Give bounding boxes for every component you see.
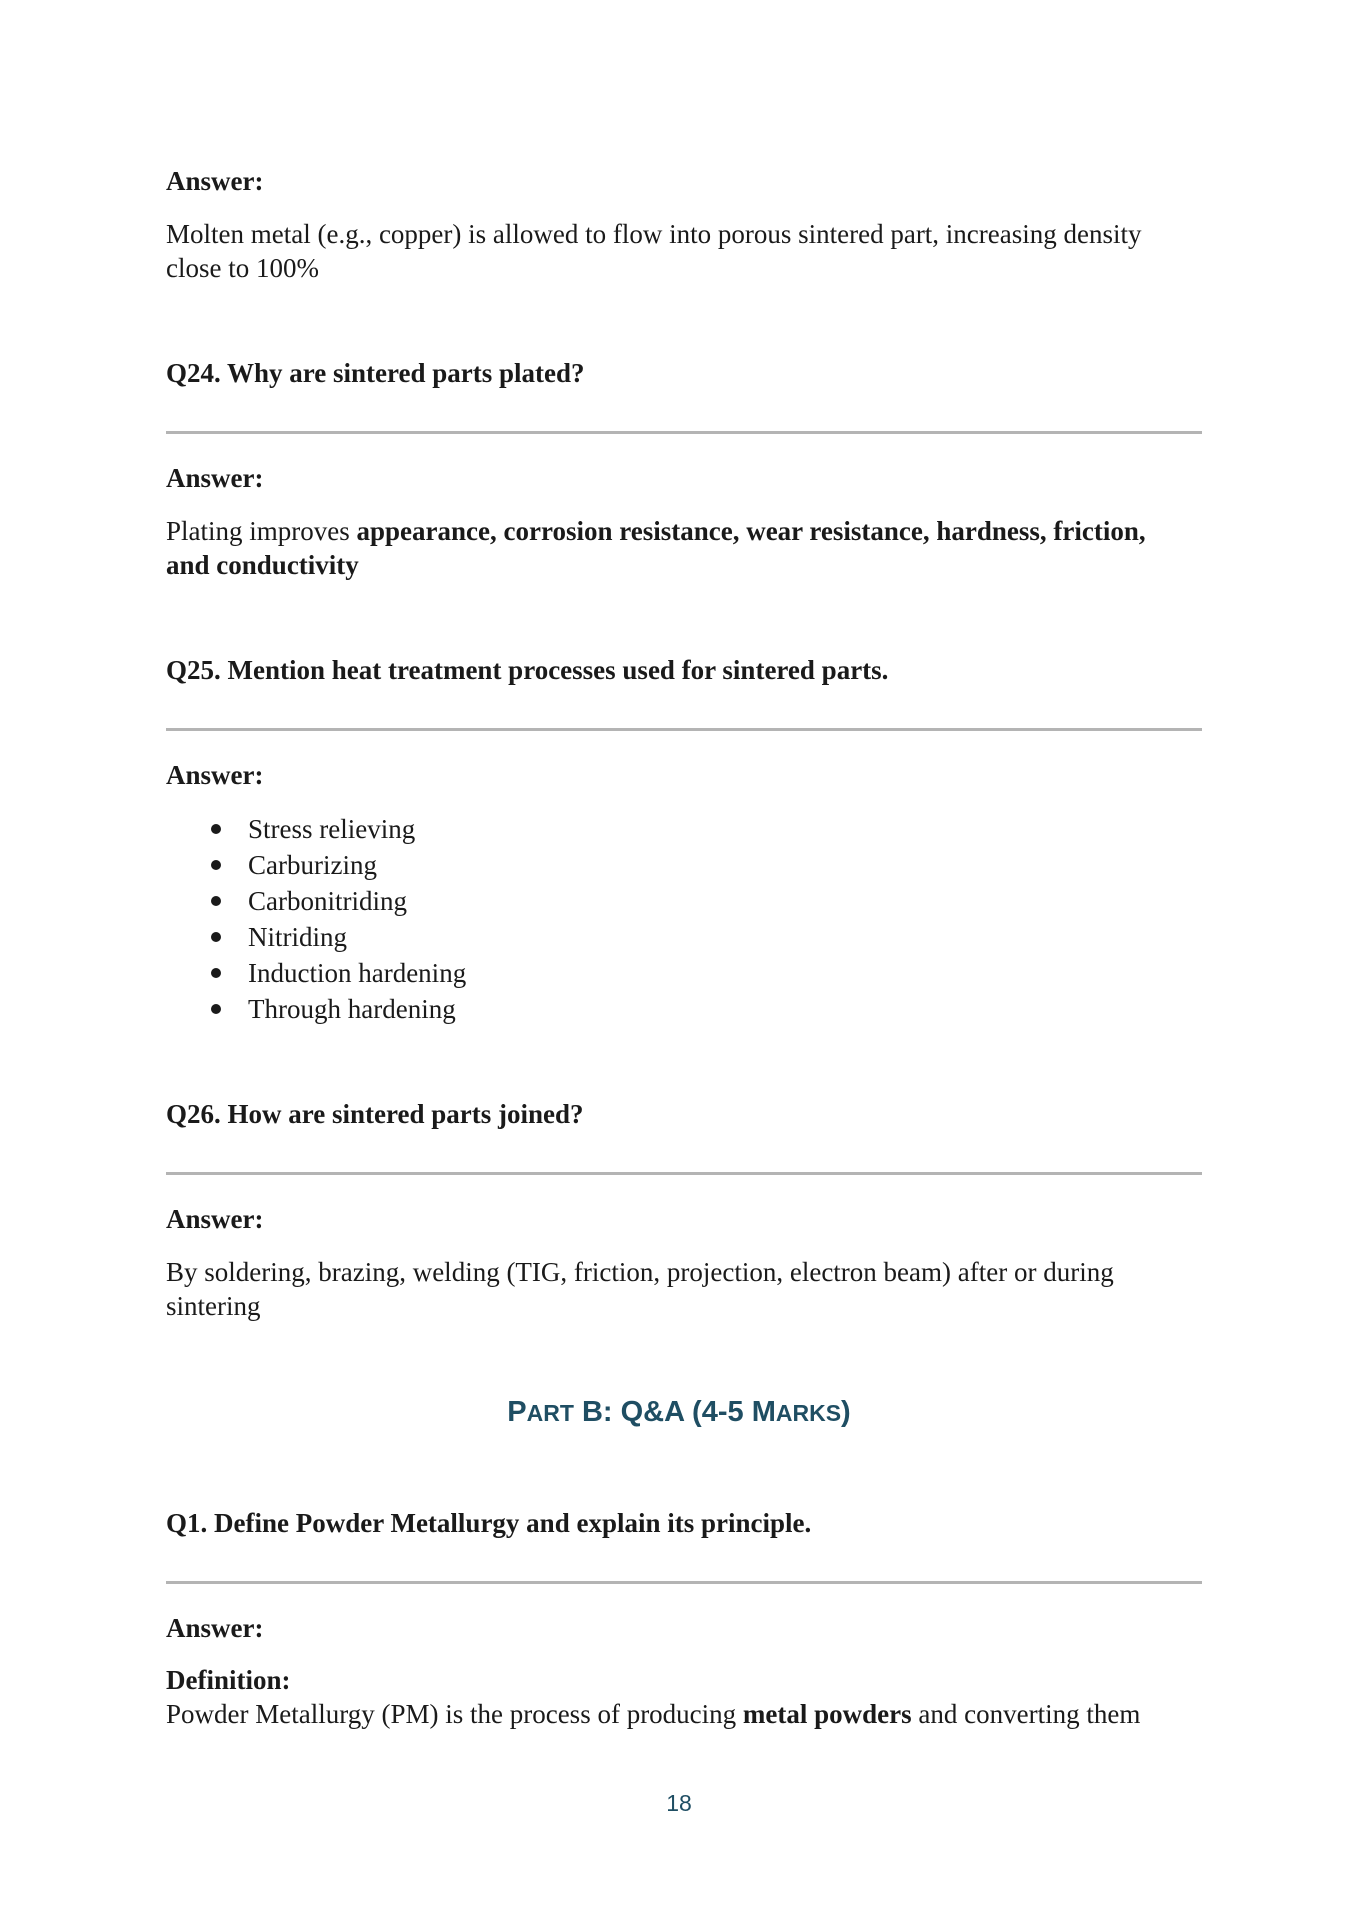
section-heading-p: P <box>507 1396 527 1428</box>
list-item-text: Induction hardening <box>248 958 467 988</box>
bullet-icon <box>211 896 221 906</box>
answer-text-bold: appearance, corrosion resistance, wear resistance, hardness, friction, and conductivity <box>166 516 1146 580</box>
answer-text <box>166 514 1186 582</box>
list-item <box>166 919 1206 955</box>
answer-label: Answer: <box>166 1613 264 1643</box>
list-item <box>166 847 1206 883</box>
list-item <box>166 991 1206 1027</box>
answer-text-prefix: Plating improves <box>166 516 357 546</box>
question-q24: Q24. Why are sintered parts plated? <box>166 358 585 388</box>
bullet-icon <box>211 824 221 834</box>
bullet-icon <box>211 968 221 978</box>
bullet-icon <box>211 932 221 942</box>
definition-text-bold: metal powders <box>742 1699 912 1729</box>
bullet-list <box>166 811 1206 1027</box>
list-item <box>166 883 1206 919</box>
horizontal-rule <box>166 1172 1202 1175</box>
definition-label: Definition: <box>166 1665 291 1695</box>
horizontal-rule <box>166 1581 1202 1584</box>
horizontal-rule <box>166 728 1202 731</box>
section-heading-art: ART <box>526 1400 574 1426</box>
list-item-text: Carburizing <box>248 850 377 880</box>
list-item-text: Through hardening <box>248 994 456 1024</box>
horizontal-rule <box>166 431 1202 434</box>
list-item-text: Nitriding <box>248 922 347 952</box>
question-q25: Q25. Mention heat treatment processes used for sintered parts. <box>166 655 889 685</box>
list-item <box>166 811 1206 847</box>
section-heading-close: ) <box>841 1396 851 1428</box>
answer-label: Answer: <box>166 760 264 790</box>
definition-text-suffix: and converting them <box>911 1699 1141 1729</box>
answer-label: Answer: <box>166 1204 264 1234</box>
answer-label: Answer: <box>166 463 264 493</box>
list-item <box>166 955 1206 991</box>
question-q26: Q26. How are sintered parts joined? <box>166 1099 584 1129</box>
section-heading-arks: ARKS <box>775 1400 842 1426</box>
list-item-text: Carbonitriding <box>248 886 407 916</box>
bullet-icon <box>211 1004 221 1014</box>
page-number: 18 <box>666 1790 692 1816</box>
answer-text: Molten metal (e.g., copper) is allowed to flow into porous sintered part, increasing density close to 100% <box>166 219 1142 283</box>
list-item-text: Stress relieving <box>248 814 416 844</box>
section-heading-b-qa: B: Q&A (4-5 <box>573 1396 752 1428</box>
question-b-q1: Q1. Define Powder Metallurgy and explain its principle. <box>166 1508 812 1538</box>
definition-text-prefix: Powder Metallurgy (PM) is the process of producing <box>166 1699 743 1729</box>
section-heading-m: M <box>751 1396 776 1428</box>
section-heading <box>0 1395 1358 1430</box>
answer-label: Answer: <box>166 166 264 196</box>
definition-text <box>166 1697 1206 1731</box>
answer-text: By soldering, brazing, welding (TIG, friction, projection, electron beam) after or during sintering <box>166 1257 1114 1321</box>
bullet-icon <box>211 860 221 870</box>
